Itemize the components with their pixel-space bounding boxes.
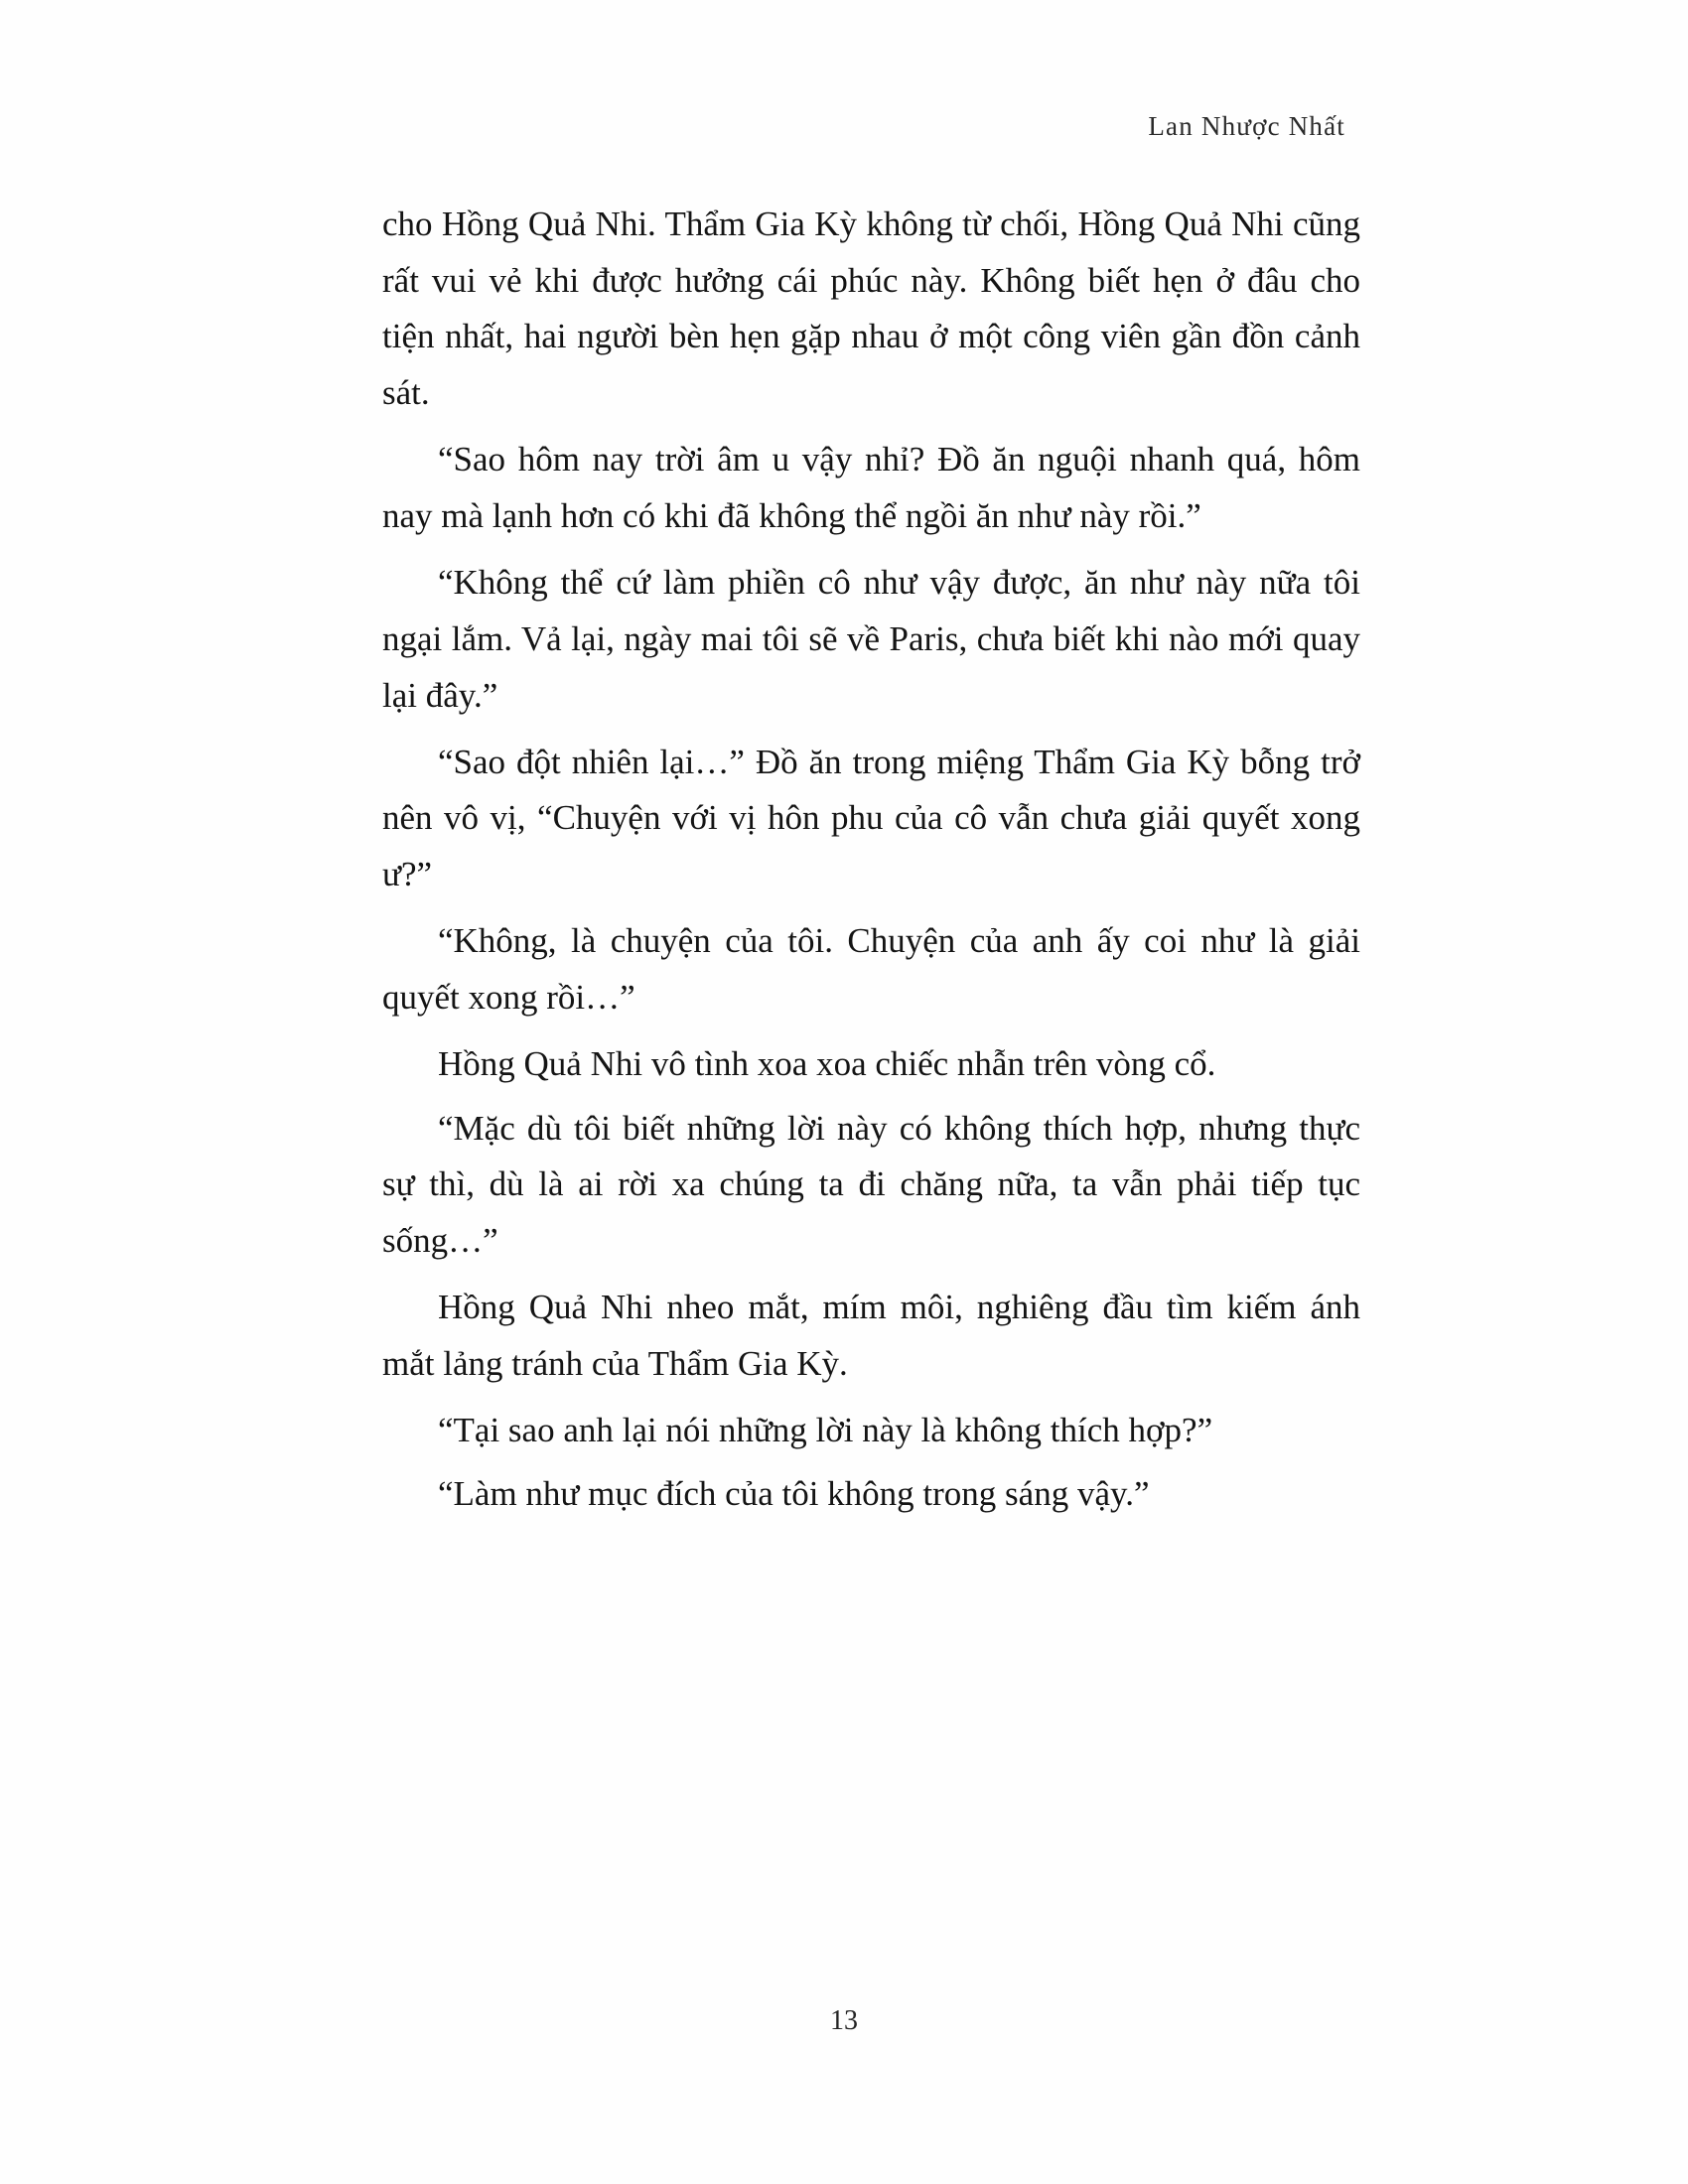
paragraph: “Sao hôm nay trời âm u vậy nhỉ? Đồ ăn nguội nhanh quá, hôm nay mà lạnh hơn có khi đã không thể ngồi ăn như này rồi.” [382,440,1360,535]
paragraph: “Không, là chuyện của tôi. Chuyện của anh ấy coi như là giải quyết xong rồi…” [382,921,1360,1017]
page-number: 13 [830,2005,858,2036]
body-text [382,197,1360,1531]
paragraph: Hồng Quả Nhi vô tình xoa xoa chiếc nhẫn trên vòng cổ. [438,1044,1216,1084]
running-head: Lan Nhược Nhất [1148,111,1345,141]
paragraph: “Tại sao anh lại nói những lời này là không thích hợp?” [438,1410,1213,1449]
paragraph: “Không thể cứ làm phiền cô như vậy được, ăn như này nữa tôi ngại lắm. Vả lại, ngày mai tôi sẽ về Paris, chưa biết khi nào mới quay lại đây.” [382,563,1360,715]
paragraph: “Làm như mục đích của tôi không trong sáng vậy.” [438,1474,1150,1514]
paragraph: Hồng Quả Nhi nheo mắt, mím môi, nghiêng đầu tìm kiếm ánh mắt lảng tránh của Thẩm Gia Kỳ. [382,1288,1360,1383]
paragraph: “Mặc dù tôi biết những lời này có không thích hợp, nhưng thực sự thì, dù là ai rời xa chúng ta đi chăng nữa, ta vẫn phải tiếp tục sống…” [382,1108,1360,1260]
paragraph: “Sao đột nhiên lại…” Đồ ăn trong miệng Thẩm Gia Kỳ bỗng trở nên vô vị, “Chuyện với vị hôn phu của cô vẫn chưa giải quyết xong ư?” [382,742,1360,894]
paragraph: cho Hồng Quả Nhi. Thẩm Gia Kỳ không từ chối, Hồng Quả Nhi cũng rất vui vẻ khi được hưởng cái phúc này. Không biết hẹn ở đâu cho tiện nhất, hai người bèn hẹn gặp nhau ở một công viên gần đồn cảnh sát. [382,205,1360,413]
